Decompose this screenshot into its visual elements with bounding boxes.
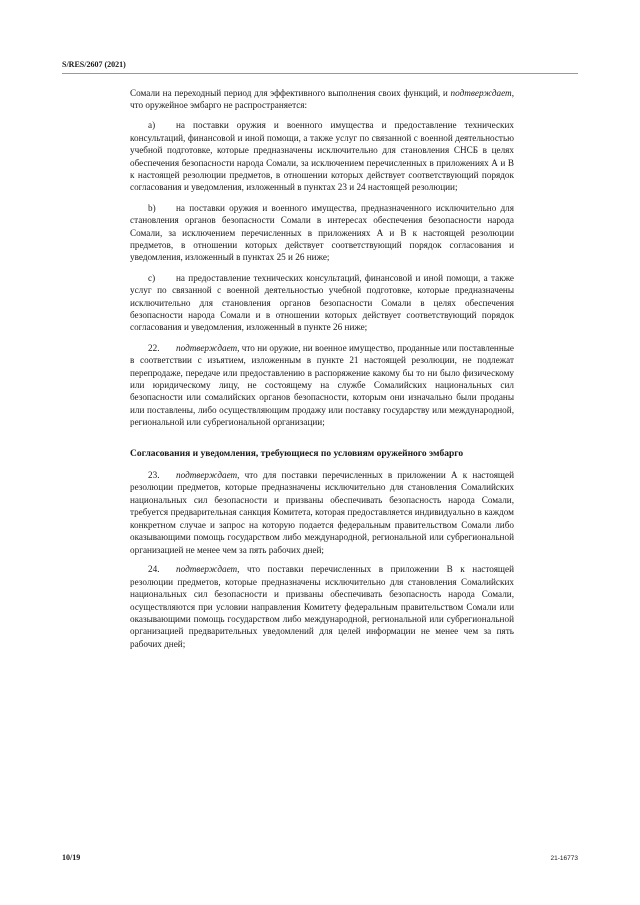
item-c-text: на предоставление технических консультаций, финансовой и иной помощи, а также услуг по связанной с военной деятельностью учебной подготовке, которые предназначены исключительно для становления органов безопасности Сомали в целях обеспечения безопасности народа Сомали и в отношении которых действует соответствующий порядок согласования и уведомления, изложенный в пункте 26 ниже; [130, 272, 514, 333]
paragraph-24-text: , что поставки перечисленных в приложении В к настоящей резолюции предметов, которые предназначены исключительно для становления Сомалийских национальных сил безопасности и призваны обеспечивать безопасность народа Сомали, осуществляются при условии направления Комитету федеральным правительством Сомали или оказывающими помощь государством либо международной, региональной или субрегиональной организацией предварительных уведомлений для целей информации не менее чем за пять рабочих дней; [130, 564, 514, 649]
item-c-label: c) [148, 272, 156, 283]
item-b-text: на поставки оружия и военного имущества, предназначенного исключительно для становления органов безопасности Сомали в интересах обеспечения безопасности народа Сомали, за исключением перечисленных в приложениях А и В к настоящей резолюции предметов, в отношении которых действует соответствующий порядок согласования и уведомления, изложенный в пунктах 25 и 26 ниже; [130, 202, 514, 263]
section-heading: Согласования и уведомления, требующиеся по условиям оружейного эмбарго [130, 448, 464, 459]
paragraph-23 [130, 469, 514, 556]
paragraph-22-number: 22. [148, 342, 160, 353]
paragraph-22-emphasis: подтверждает [176, 342, 238, 353]
item-a-label: a) [148, 120, 156, 131]
item-b [130, 202, 514, 264]
paragraph-22 [130, 342, 514, 429]
paragraph-24-emphasis: подтверждает [176, 564, 238, 575]
paragraph-23-number: 23. [148, 470, 160, 481]
document-number: 21-16773 [550, 855, 578, 862]
header-divider [62, 73, 578, 74]
document-symbol: S/RES/2607 (2021) [62, 60, 126, 69]
intro-paragraph [130, 87, 514, 112]
document-body [130, 87, 514, 658]
paragraph-24 [130, 563, 514, 650]
item-a [130, 119, 514, 193]
paragraph-22-text: , что ни оружие, ни военное имущество, проданные или поставленные в соответствии с изъятием, изложенным в пункте 21 настоящей резолюции, не подлежат перепродаже, передаче или предоставлению в распоряжение какому бы то ни было физическому или юридическому лицу, не состоящему на службе Сомалийских национальных сил безопасности или сомалийских органов безопасности, которым они изначально были проданы или поставлены, либо осуществляющим продажу или поставку государству или международной, региональной или субрегиональной организации; [130, 342, 514, 428]
page-number: 10/19 [62, 853, 81, 862]
item-c [130, 272, 514, 334]
item-b-label: b) [148, 202, 156, 213]
paragraph-23-text: , что для поставки перечисленных в приложении А к настоящей резолюции предметов, которые предназначены исключительно для становления Сомалийских национальных сил безопасности и призваны обеспечивать безопасность народа Сомали, требуется предварительная санкция Комитета, которая предоставляется индивидуально в каждом конкретном случае и запрос на которую подается федеральным правительством Сомали либо оказывающими помощь государством либо международной, региональной или субрегиональной организацией не менее чем за пять рабочих дней; [130, 470, 514, 555]
paragraph-24-number: 24. [148, 564, 160, 575]
intro-text: Сомали на переходный период для эффективного выполнения своих функций, и [130, 88, 451, 98]
intro-emphasis: подтверждает [450, 88, 512, 98]
item-a-text: на поставки оружия и военного имущества и предоставление технических консультаций, финансовой и иной помощи, а также услуг по связанной с военной деятельностью учебной подготовке, которые предназначены исключительно для становления СНСБ в целях обеспечения безопасности народа Сомали, за исключением перечисленных в приложениях А и В к настоящей резолюции предметов, в отношении которых действует соответствующий порядок согласования и уведомления, изложенный в пунктах 23 и 24 настоящей резолюции; [130, 120, 514, 193]
intro-rest: , что оружейное эмбарго не распространяется: [130, 88, 514, 111]
paragraph-23-emphasis: подтверждает [176, 470, 238, 481]
